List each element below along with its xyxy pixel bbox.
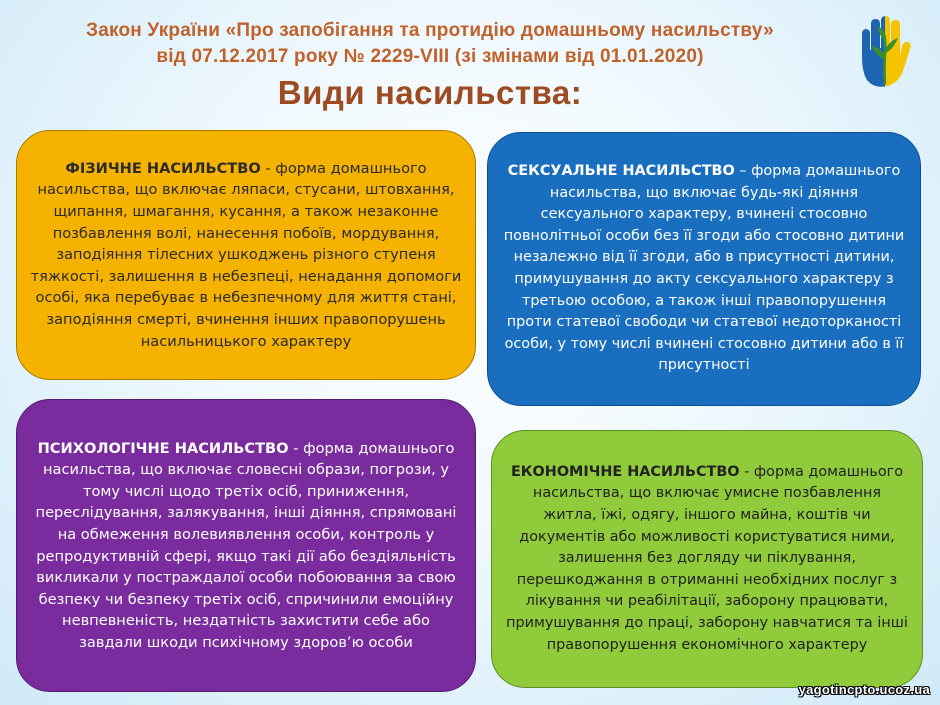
- card-sexual-term: СЕКСУАЛЬНЕ НАСИЛЬСТВО: [507, 163, 735, 180]
- card-psychological-term: ПСИХОЛОГІЧНЕ НАСИЛЬСТВО: [37, 439, 289, 457]
- card-sexual-violence: [487, 132, 921, 406]
- card-physical-violence: [16, 130, 476, 380]
- site-watermark: yagotincpto.ucoz.ua: [798, 682, 930, 697]
- card-psychological-text: - форма домашнього насильства, що включає словесні образи, погрози, у тому числі щодо третіх осіб, приниження, переслідування, залякування, інші діяння, спрямовані на обмеження волевиявлення особи, контроль у репродуктивній сфері, якщо такі дії або бездіяльність викликали у постраждалої особи побоювання за свою безпеку чи безпеку третіх осіб, спричинили емоційну невпевненість, нездатність захистити себе або завдали шкоди психічному здоров’ю особи: [35, 439, 457, 651]
- card-economic-violence: [491, 430, 923, 688]
- card-psychological-violence: [16, 399, 476, 692]
- card-sexual-text: – форма домашнього насильства, що включає будь-які діяння сексуального характеру, вчинені стосовно повнолітньої особи без її згоди або стосовно дитини незалежно від її згоди, або в присутності дитини, примушування до акту сексуального характеру з третьою особою, а також інші правопорушення проти статевої свободи чи статевої недоторканості особи, у тому числі вчинені стосовно дитини або в її присутності: [503, 163, 905, 374]
- card-physical-text: - форма домашнього насильства, що включає ляпаси, стусани, штовхання, щипання, шмагання, кусання, а також незаконне позбавлення волі, нанесення побоїв, мордування, заподіяння тілесних ушкоджень різного ступеня тяжкості, залишення в небезпеці, ненадання допомоги особі, яка перебуває в небезпечному для життя стані, заподіяння смерті, вчинення інших правопорушень насильницького характеру: [30, 159, 462, 350]
- hand-with-sprout-icon: [854, 16, 914, 90]
- header-law-line1: Закон України «Про запобігання та протидію домашньому насильству»: [86, 20, 774, 41]
- card-economic-text: - форма домашнього насильства, що включає умисне позбавлення житла, їжі, одягу, іншого майна, коштів чи документів або можливості користуватися ними, залишення без догляду чи піклування, перешкоджання в отриманні необхідних послуг з лікування чи реабілітації, заборону працювати, примушування до праці, заборону навчатися та інші правопорушення економічного характеру: [506, 463, 908, 653]
- page-title: Види насильства:: [277, 74, 583, 111]
- card-economic-term: ЕКОНОМІЧНЕ НАСИЛЬСТВО: [510, 463, 740, 480]
- header-law-line2: від 07.12.2017 року № 2229-VIII (зі змінами від 01.01.2020): [156, 46, 704, 67]
- card-physical-term: ФІЗИЧНЕ НАСИЛЬСТВО: [65, 159, 261, 177]
